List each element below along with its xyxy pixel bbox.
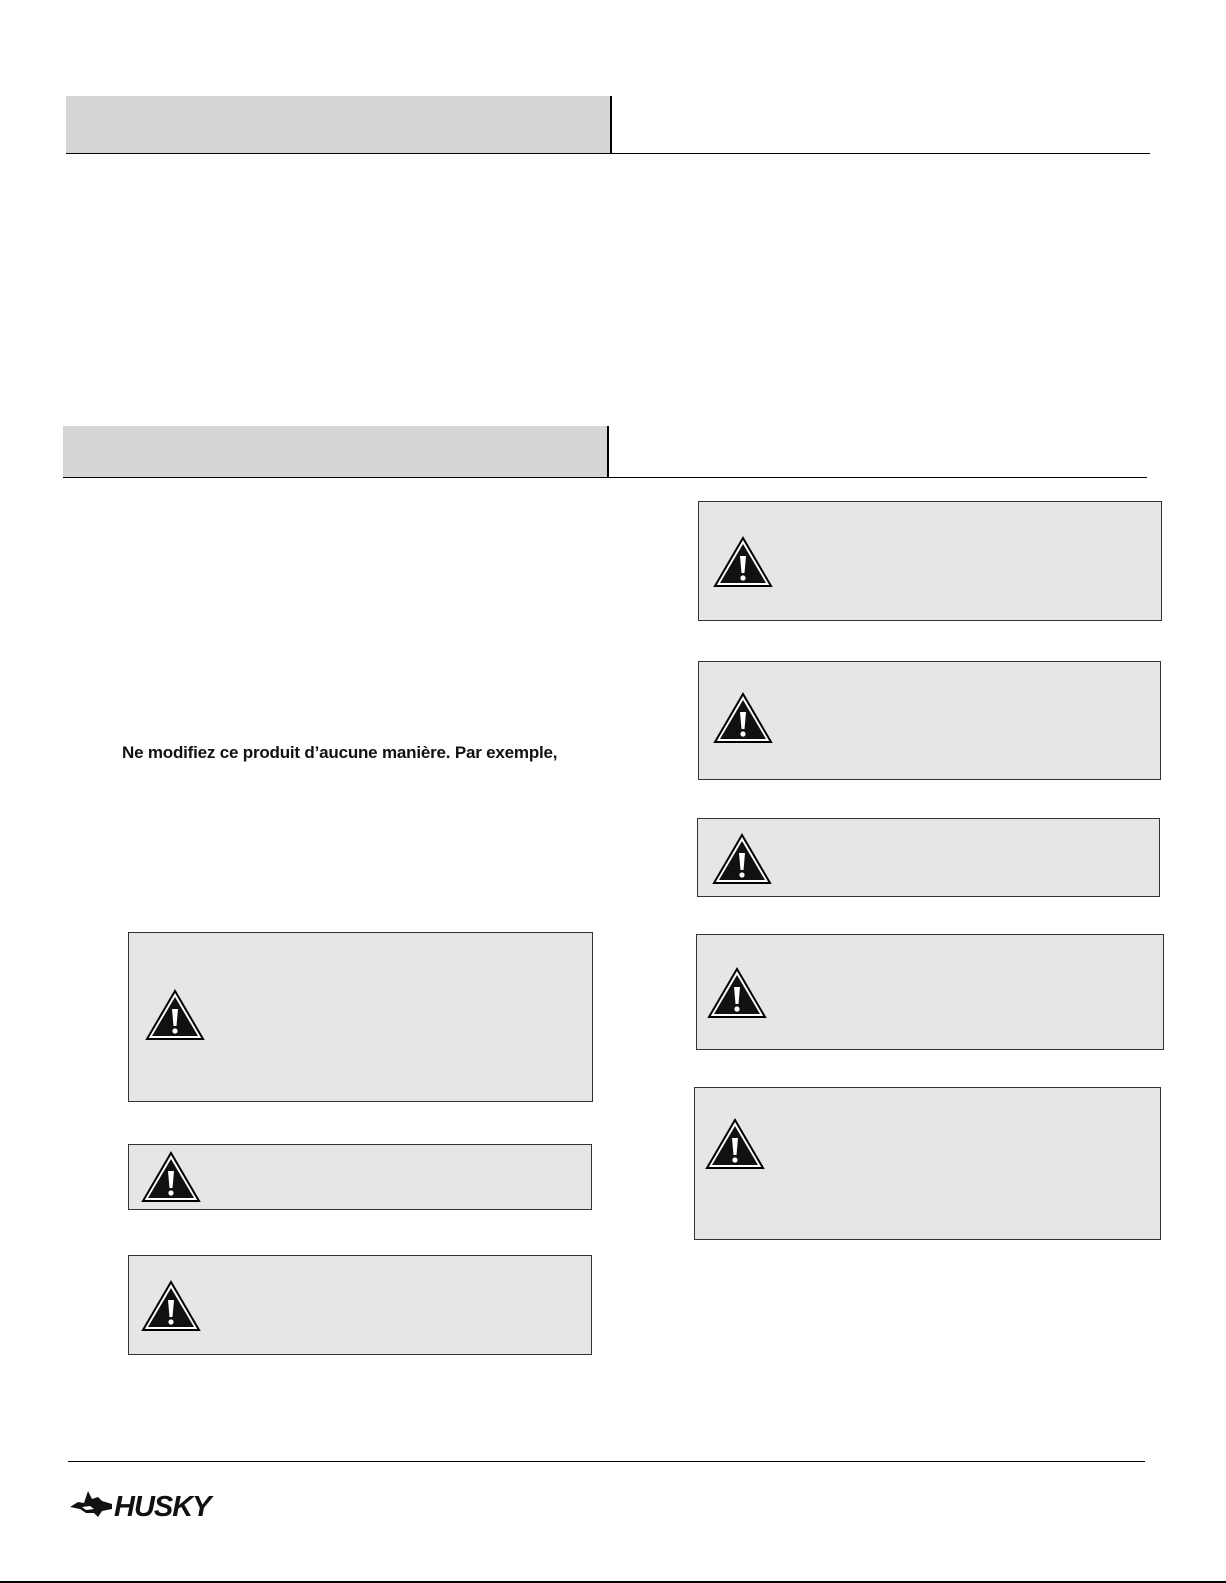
warning-triangle-icon <box>141 1151 201 1203</box>
instruction-text: Ne modifiez ce produit d’aucune manière. Par exemple, <box>122 743 558 762</box>
section-header-1 <box>66 96 1150 154</box>
warning-box-left-1 <box>128 932 593 1102</box>
warning-triangle-icon <box>707 967 767 1019</box>
warning-box-right-2 <box>698 661 1161 780</box>
warning-box-right-4 <box>696 934 1164 1050</box>
warning-box-right-1 <box>698 501 1162 621</box>
warning-triangle-icon <box>712 833 772 885</box>
section-header-2 <box>63 426 1147 478</box>
warning-triangle-icon <box>713 536 773 588</box>
husky-logo <box>68 1487 238 1521</box>
husky-logo-text: HUSKY <box>114 1491 211 1521</box>
warning-triangle-icon <box>705 1118 765 1170</box>
warning-triangle-icon <box>713 692 773 744</box>
warning-triangle-icon <box>145 989 205 1041</box>
husky-dog-logo <box>70 1491 112 1517</box>
warning-box-right-5 <box>694 1087 1161 1240</box>
warning-box-right-3 <box>697 818 1160 897</box>
warning-triangle-icon <box>141 1280 201 1332</box>
warning-box-left-3 <box>128 1255 592 1355</box>
footer-rule <box>68 1461 1145 1462</box>
warning-box-left-2 <box>128 1144 592 1210</box>
